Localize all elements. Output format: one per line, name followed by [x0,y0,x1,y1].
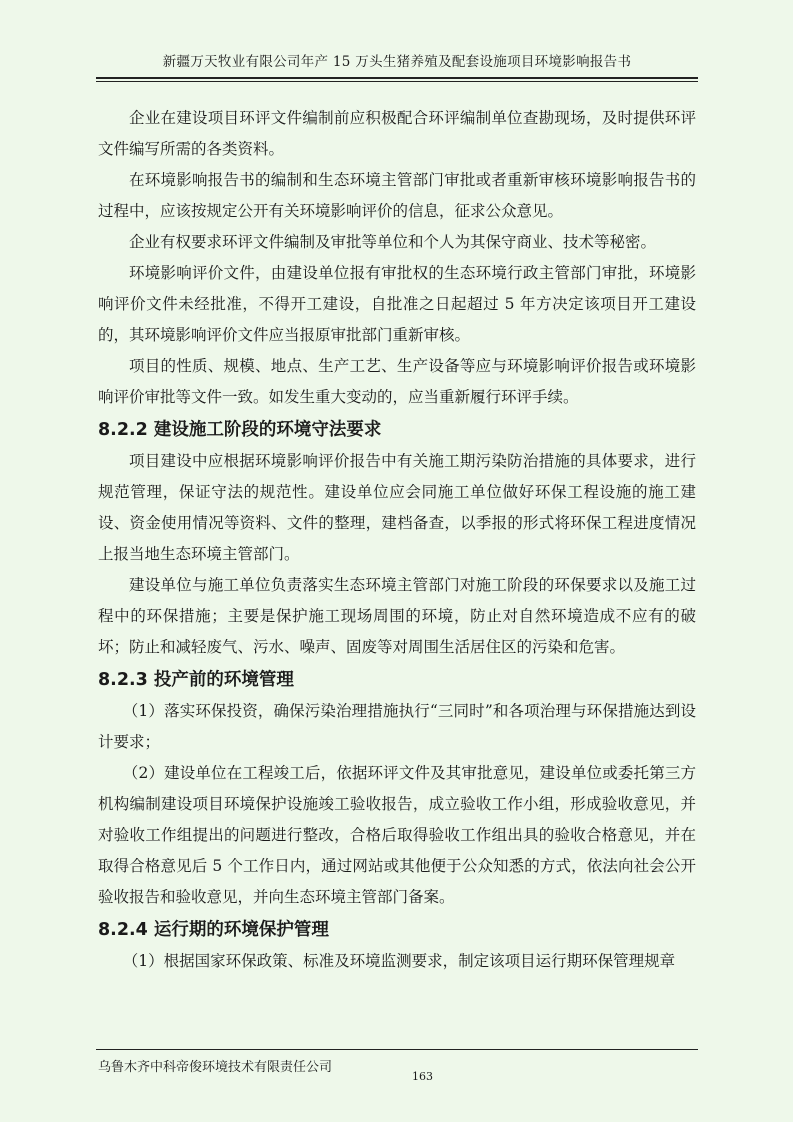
body-paragraph: 建设单位与施工单位负责落实生态环境主管部门对施工阶段的环保要求以及施工过程中的环保措施；主要是保护施工现场周围的环境，防止对自然环境造成不应有的破坏；防止和减轻废气、污水、噪声、固废等对周围生活居住区的污染和危害。 [98,576,696,656]
list-paragraph: （1）根据国家环保政策、标准及环境监测要求，制定该项目运行期环保管理规章 [122,952,676,970]
footer-company: 乌鲁木齐中科帝俊环境技术有限责任公司 [98,1060,333,1075]
body-paragraph: 项目建设中应根据环境影响评价报告中有关施工期污染防治措施的具体要求，进行规范管理，保证守法的规范性。建设单位应会同施工单位做好环保工程设施的施工建设、资金使用情况等资料、文件的整理，建档备查，以季报的形式将环保工程进度情况上报当地生态环境主管部门。 [98,452,696,563]
document-body [98,103,696,977]
header-rule-thin [96,81,698,82]
list-paragraph: （2）建设单位在工程竣工后，依据环评文件及其审批意见，建设单位或委托第三方机构编制建设项目环境保护设施竣工验收报告，成立验收工作小组，形成验收意见，并对验收工作组提出的问题进行整改，合格后取得验收工作组出具的验收合格意见，并在取得合格意见后 5 个工作日内，通过网站或其他便于公众知悉的方式，依法向社会公开验收报告和验收意见，并向生态环境主管部门备案。 [98,764,696,906]
section-heading: 8.2.2 建设施工阶段的环境守法要求 [98,420,382,440]
body-paragraph: 环境影响评价文件，由建设单位报有审批权的生态环境行政主管部门审批，环境影响评价文件未经批准，不得开工建设，自批准之日起超过 5 年方决定该项目开工建设的，其环境影响评价文件应当报原审批部门重新审核。 [98,264,696,344]
body-paragraph: 企业有权要求环评文件编制及审批等单位和个人为其保守商业、技术等秘密。 [129,233,657,251]
body-paragraph: 项目的性质、规模、地点、生产工艺、生产设备等应与环境影响评价报告或环境影响评价审批等文件一致。如发生重大变动的，应当重新履行环评手续。 [98,357,696,406]
footer-rule [96,1049,698,1050]
body-paragraph: 在环境影响报告书的编制和生态环境主管部门审批或者重新审核环境影响报告书的过程中，应该按规定公开有关环境影响评价的信息，征求公众意见。 [98,171,696,220]
page-header-title: 新疆万天牧业有限公司年产 15 万头生猪养殖及配套设施项目环境影响报告书 [162,54,632,70]
header-rule-thick [96,77,698,79]
page-number: 163 [412,1070,433,1083]
list-paragraph: （1）落实环保投资，确保污染治理措施执行“三同时”和各项治理与环保措施达到设计要求； [98,702,696,751]
section-heading: 8.2.4 运行期的环境保护管理 [98,920,329,940]
body-paragraph: 企业在建设项目环评文件编制前应积极配合环评编制单位查勘现场，及时提供环评文件编写所需的各类资料。 [98,109,696,158]
section-heading: 8.2.3 投产前的环境管理 [98,670,294,690]
